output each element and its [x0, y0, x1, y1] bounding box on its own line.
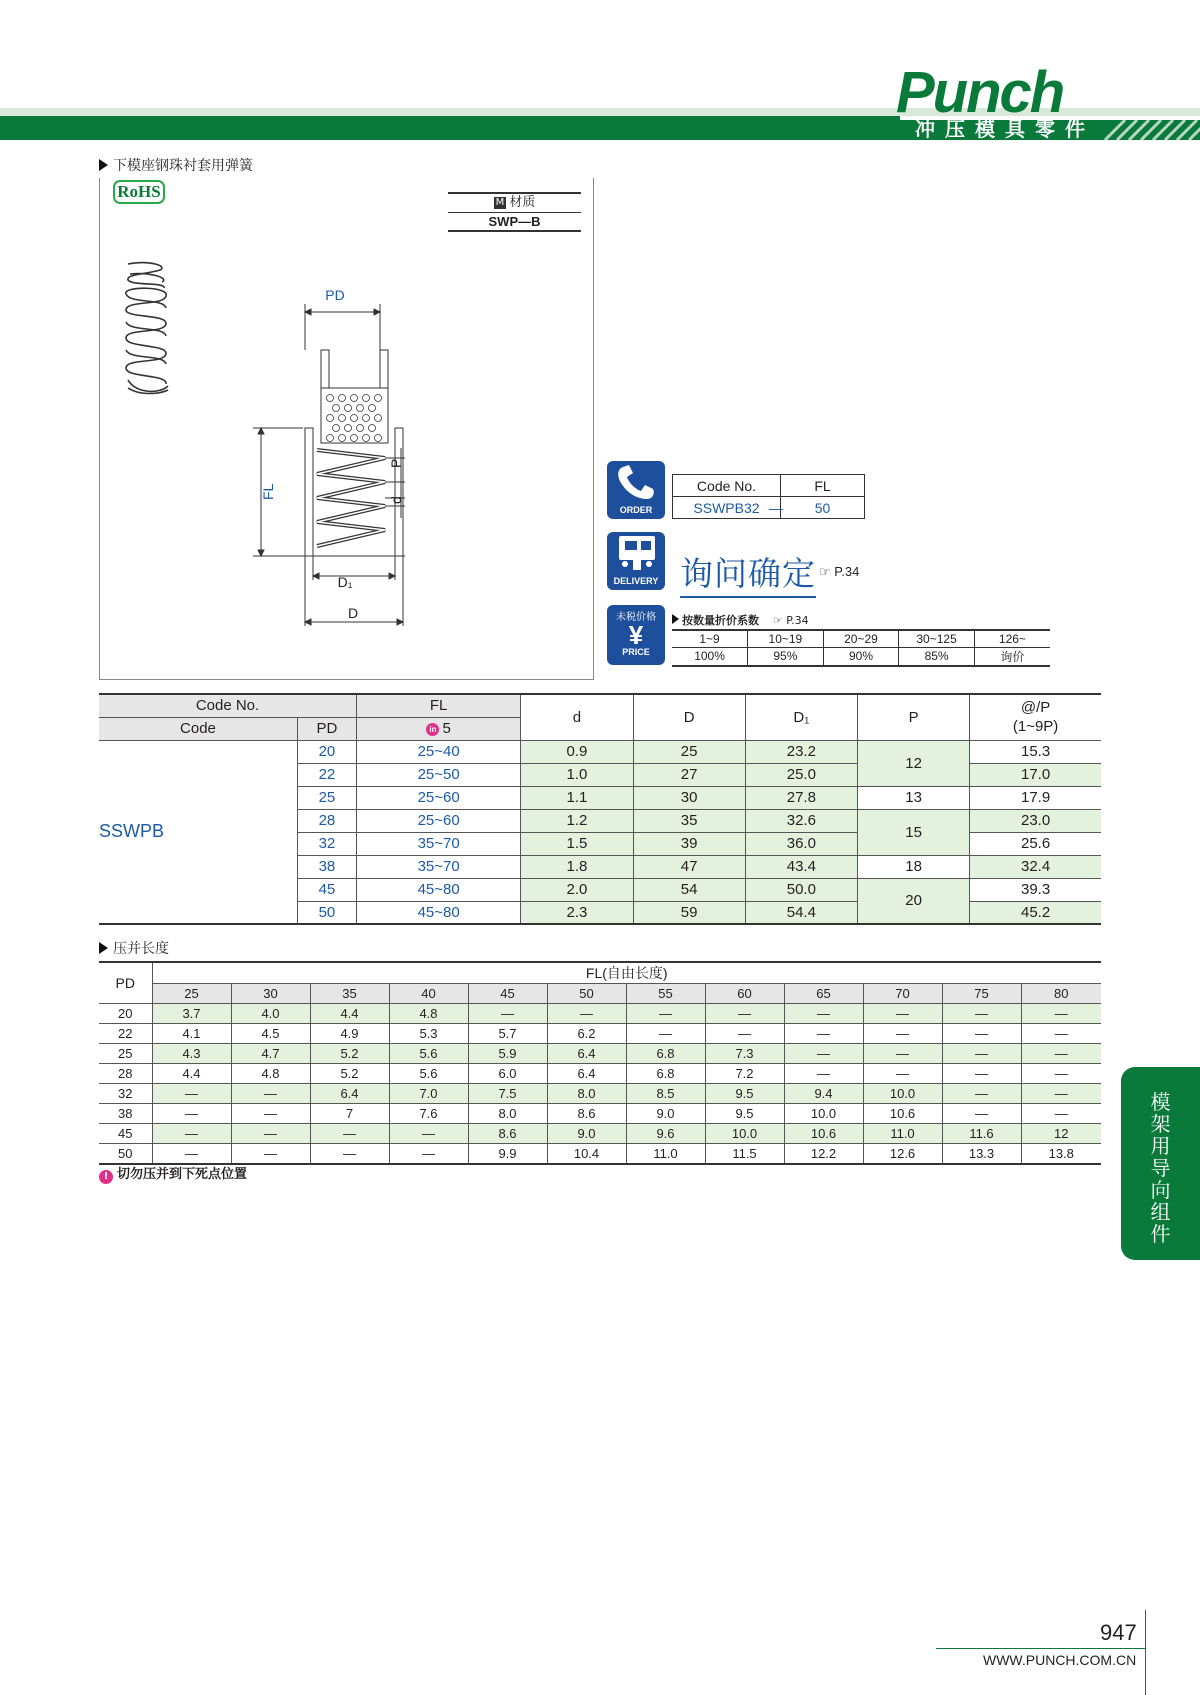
page-number: 947	[1100, 1620, 1137, 1645]
cl-cell: —	[152, 1144, 231, 1164]
side-tab-category[interactable]	[1121, 1067, 1200, 1260]
label-d-outer: D	[347, 605, 359, 621]
delivery-icon: DELIVERY	[607, 532, 665, 590]
discount-qty: 1~9	[672, 630, 748, 647]
row-d: 2.0	[521, 878, 633, 901]
discount-table	[672, 629, 1050, 667]
side-tab-char: 架	[1150, 1112, 1171, 1136]
discount-rate: 90%	[823, 647, 899, 666]
row-pd: 25	[297, 786, 356, 809]
cl-cell: —	[231, 1144, 310, 1164]
delivery-ref[interactable]: ☞ P.34	[819, 564, 860, 579]
row-D1: 27.8	[745, 786, 857, 809]
cl-cell: 4.4	[152, 1064, 231, 1084]
row-d: 2.3	[521, 901, 633, 924]
cl-cell: —	[1021, 1064, 1101, 1084]
discount-qty: 10~19	[748, 630, 824, 647]
cl-cell: —	[784, 1004, 863, 1024]
cl-cell: 9.0	[626, 1104, 705, 1124]
cl-row-pd: 45	[99, 1124, 152, 1144]
cl-row	[99, 1044, 1101, 1064]
cl-cell: 5.2	[310, 1044, 389, 1064]
cl-cell: 5.7	[468, 1024, 547, 1044]
row-D1: 25.0	[745, 763, 857, 786]
header-d: d	[521, 694, 633, 740]
header-code: Code	[99, 717, 297, 740]
cl-cell: —	[1021, 1104, 1101, 1124]
cl-cell: —	[863, 1024, 942, 1044]
cl-cell: 4.8	[231, 1064, 310, 1084]
cl-fl-value: 25	[152, 984, 231, 1004]
side-tab-char: 组	[1150, 1200, 1171, 1224]
cl-cell: —	[231, 1124, 310, 1144]
row-fl: 35~70	[357, 832, 521, 855]
cl-cell: 9.9	[468, 1144, 547, 1164]
order-table	[672, 474, 865, 519]
row-D1: 36.0	[745, 832, 857, 855]
row-D1: 54.4	[745, 901, 857, 924]
row-pd: 38	[297, 855, 356, 878]
discount-qty: 30~125	[899, 630, 975, 647]
label-fl: FL	[260, 483, 276, 500]
order-fl: — 50	[781, 497, 865, 519]
cl-cell: 7.5	[468, 1084, 547, 1104]
cl-cell: 12.2	[784, 1144, 863, 1164]
hand-pointer-icon: ☞	[772, 614, 783, 627]
cl-cell: —	[152, 1104, 231, 1124]
cl-cell: 10.0	[863, 1084, 942, 1104]
header-pd: PD	[297, 717, 356, 740]
header-band	[0, 116, 900, 140]
row-pd: 28	[297, 809, 356, 832]
cl-header-fl: FL(自由长度)	[152, 962, 1101, 984]
header-fl-step: in 5	[357, 717, 521, 740]
rohs-badge: RoHS	[113, 180, 165, 204]
cl-fl-value: 65	[784, 984, 863, 1004]
cl-cell: 4.1	[152, 1024, 231, 1044]
row-at: 45.2	[970, 901, 1101, 924]
cl-cell: 8.0	[468, 1104, 547, 1124]
row-D1: 32.6	[745, 809, 857, 832]
cl-cell: —	[389, 1124, 468, 1144]
order-code: SSWPB32	[673, 497, 781, 519]
row-fl: 25~60	[357, 786, 521, 809]
cl-header-pd: PD	[99, 962, 152, 1004]
cl-cell: —	[705, 1024, 784, 1044]
cl-cell: —	[942, 1024, 1021, 1044]
discount-title: 按数量折价系数 ☞ P.34	[672, 612, 809, 628]
cl-cell: 10.0	[784, 1104, 863, 1124]
discount-rate: 85%	[899, 647, 975, 666]
product-code: SSWPB	[99, 740, 297, 924]
row-D: 27	[633, 763, 745, 786]
cl-row-pd: 20	[99, 1004, 152, 1024]
header-code-no: Code No.	[99, 694, 357, 717]
cl-cell: —	[942, 1084, 1021, 1104]
row-d: 1.0	[521, 763, 633, 786]
cl-fl-value: 30	[231, 984, 310, 1004]
section-title-text: 下模座钢珠衬套用弹簧	[113, 158, 253, 174]
cl-cell: 10.6	[863, 1104, 942, 1124]
cl-cell: —	[231, 1104, 310, 1124]
cl-cell: 7.0	[389, 1084, 468, 1104]
spec-table	[99, 693, 1101, 925]
cl-cell: —	[626, 1024, 705, 1044]
row-pd: 20	[297, 740, 356, 763]
discount-rate: 95%	[748, 647, 824, 666]
order-header-code: Code No.	[673, 475, 781, 497]
cl-row	[99, 1104, 1101, 1124]
cl-cell: —	[310, 1124, 389, 1144]
cl-cell: 3.7	[152, 1004, 231, 1024]
section-title	[99, 155, 253, 175]
cl-cell: 5.6	[389, 1064, 468, 1084]
footer-vertical-divider	[1145, 1610, 1146, 1695]
cl-cell: 10.4	[547, 1144, 626, 1164]
compressed-length-table	[99, 961, 1101, 1165]
triangle-bullet-icon	[672, 614, 679, 624]
header-D: D	[633, 694, 745, 740]
row-d: 1.5	[521, 832, 633, 855]
row-D: 54	[633, 878, 745, 901]
row-D1: 50.0	[745, 878, 857, 901]
cl-cell: 6.4	[547, 1044, 626, 1064]
cl-row	[99, 1084, 1101, 1104]
assembly-drawing	[245, 288, 405, 628]
header-at-p: @/P (1~9P)	[970, 694, 1101, 740]
row-D: 35	[633, 809, 745, 832]
label-d: d	[388, 496, 404, 504]
material-icon: M	[495, 197, 505, 208]
cl-fl-value: 70	[863, 984, 942, 1004]
cl-cell: —	[389, 1144, 468, 1164]
row-at: 23.0	[970, 809, 1101, 832]
cl-cell: 11.6	[942, 1124, 1021, 1144]
row-D1: 23.2	[745, 740, 857, 763]
row-d: 1.8	[521, 855, 633, 878]
side-tab-char: 用	[1150, 1134, 1171, 1158]
cl-cell: 13.8	[1021, 1144, 1101, 1164]
cl-row-pd: 32	[99, 1084, 152, 1104]
discount-rate: 询价	[974, 647, 1050, 666]
cl-cell: 9.5	[705, 1084, 784, 1104]
row-at: 39.3	[970, 878, 1101, 901]
row-fl: 25~60	[357, 809, 521, 832]
header-P: P	[857, 694, 969, 740]
cl-fl-value: 50	[547, 984, 626, 1004]
row-P: 15	[857, 809, 969, 855]
cl-cell: —	[942, 1044, 1021, 1064]
side-tab-char: 模	[1150, 1090, 1171, 1114]
hand-pointer-icon: ☞	[819, 564, 831, 579]
spring-illustration	[120, 260, 176, 396]
cl-cell: —	[863, 1044, 942, 1064]
warning-note: ! 切勿压并到下死点位置	[99, 1163, 247, 1184]
cl-cell: 6.0	[468, 1064, 547, 1084]
yen-icon: ¥	[628, 620, 644, 650]
row-D: 47	[633, 855, 745, 878]
cl-row-pd: 38	[99, 1104, 152, 1124]
website-link[interactable]: WWW.PUNCH.COM.CN	[983, 1652, 1137, 1668]
cl-cell: —	[152, 1084, 231, 1104]
cl-cell: —	[1021, 1004, 1101, 1024]
triangle-bullet-icon	[99, 942, 108, 954]
cl-cell: 4.5	[231, 1024, 310, 1044]
cl-cell: 11.5	[705, 1144, 784, 1164]
row-fl: 45~80	[357, 878, 521, 901]
material-label: M 材质	[495, 195, 536, 210]
row-D: 59	[633, 901, 745, 924]
cl-cell: 5.2	[310, 1064, 389, 1084]
cl-cell: 4.8	[389, 1004, 468, 1024]
cl-cell: —	[863, 1064, 942, 1084]
side-tab-char: 导	[1150, 1156, 1171, 1180]
cl-fl-value: 75	[942, 984, 1021, 1004]
row-d: 0.9	[521, 740, 633, 763]
discount-ref[interactable]: ☞ P.34	[772, 614, 809, 627]
row-D: 39	[633, 832, 745, 855]
cl-cell: 9.6	[626, 1124, 705, 1144]
cl-cell: 9.0	[547, 1124, 626, 1144]
cl-cell: —	[942, 1004, 1021, 1024]
cl-cell: 8.5	[626, 1084, 705, 1104]
row-P: 18	[857, 855, 969, 878]
cl-cell: 10.0	[705, 1124, 784, 1144]
cl-row	[99, 1064, 1101, 1084]
cl-cell: 4.3	[152, 1044, 231, 1064]
side-tab-char: 件	[1150, 1222, 1171, 1246]
brand-subtitle: 冲压模具零件	[915, 117, 1095, 141]
cl-cell: 6.8	[626, 1044, 705, 1064]
row-d: 1.2	[521, 809, 633, 832]
cl-fl-value: 80	[1021, 984, 1101, 1004]
row-pd: 32	[297, 832, 356, 855]
cl-cell: 8.6	[468, 1124, 547, 1144]
order-header-fl: FL	[781, 475, 865, 497]
cl-fl-value: 55	[626, 984, 705, 1004]
cl-row-pd: 25	[99, 1044, 152, 1064]
cl-cell: —	[784, 1064, 863, 1084]
cl-cell: 6.2	[547, 1024, 626, 1044]
cl-cell: 9.4	[784, 1084, 863, 1104]
cl-cell: 7.2	[705, 1064, 784, 1084]
cl-cell: 11.0	[626, 1144, 705, 1164]
row-D: 30	[633, 786, 745, 809]
cl-fl-value: 35	[310, 984, 389, 1004]
row-D1: 43.4	[745, 855, 857, 878]
discount-rate: 100%	[672, 647, 748, 666]
cl-row	[99, 1124, 1101, 1144]
cl-cell: 9.5	[705, 1104, 784, 1124]
cl-cell: 5.3	[389, 1024, 468, 1044]
cl-cell: —	[1021, 1024, 1101, 1044]
cl-cell: —	[705, 1004, 784, 1024]
cl-cell: 4.7	[231, 1044, 310, 1064]
row-P: 12	[857, 740, 969, 786]
row-at: 15.3	[970, 740, 1101, 763]
row-fl: 25~40	[357, 740, 521, 763]
delivery-text: 询问确定	[680, 548, 816, 598]
price-icon: 未税价格 ¥ PRICE	[607, 605, 665, 665]
row-fl: 35~70	[357, 855, 521, 878]
cl-fl-value: 40	[389, 984, 468, 1004]
cl-cell: 13.3	[942, 1144, 1021, 1164]
cl-cell: 12.6	[863, 1144, 942, 1164]
cl-cell: —	[231, 1084, 310, 1104]
cl-cell: —	[152, 1124, 231, 1144]
side-tab-char: 向	[1150, 1178, 1171, 1202]
header-fl: FL	[357, 694, 521, 717]
row-pd: 45	[297, 878, 356, 901]
increment-icon: in	[426, 723, 439, 736]
cl-cell: —	[310, 1144, 389, 1164]
cl-cell: —	[942, 1064, 1021, 1084]
row-at: 17.9	[970, 786, 1101, 809]
cl-cell: 10.6	[784, 1124, 863, 1144]
cl-row	[99, 1024, 1101, 1044]
row-at: 25.6	[970, 832, 1101, 855]
row-P: 13	[857, 786, 969, 809]
row-P: 20	[857, 878, 969, 924]
cl-cell: 7.6	[389, 1104, 468, 1124]
cl-cell: —	[942, 1104, 1021, 1124]
compressed-title: 压并长度	[99, 938, 169, 958]
cl-cell: —	[1021, 1044, 1101, 1064]
cl-cell: 12	[1021, 1124, 1101, 1144]
cl-cell: 4.4	[310, 1004, 389, 1024]
label-pd: PD	[325, 288, 345, 303]
row-pd: 22	[297, 763, 356, 786]
cl-row	[99, 1144, 1101, 1164]
cl-row-pd: 50	[99, 1144, 152, 1164]
cl-cell: 7.3	[705, 1044, 784, 1064]
cl-fl-value: 45	[468, 984, 547, 1004]
cl-cell: 11.0	[863, 1124, 942, 1144]
row-pd: 50	[297, 901, 356, 924]
row-d: 1.1	[521, 786, 633, 809]
phone-icon	[607, 461, 665, 503]
truck-icon	[607, 532, 665, 574]
cl-cell: —	[468, 1004, 547, 1024]
cl-cell: 5.9	[468, 1044, 547, 1064]
row-at: 17.0	[970, 763, 1101, 786]
cl-cell: 4.0	[231, 1004, 310, 1024]
footer-divider	[936, 1648, 1146, 1649]
warning-icon: !	[99, 1170, 113, 1184]
material-box	[448, 192, 581, 232]
cl-cell: 6.4	[310, 1084, 389, 1104]
header-D1: D₁	[745, 694, 857, 740]
discount-qty: 20~29	[823, 630, 899, 647]
cl-cell: —	[547, 1004, 626, 1024]
cl-cell: 4.9	[310, 1024, 389, 1044]
cl-fl-value: 60	[705, 984, 784, 1004]
triangle-bullet-icon	[99, 159, 108, 171]
cl-cell: 7	[310, 1104, 389, 1124]
material-value: SWP—B	[448, 212, 581, 230]
brand-logo-text: Punch	[896, 60, 1064, 125]
cl-cell: —	[784, 1024, 863, 1044]
cl-cell: —	[784, 1044, 863, 1064]
cl-cell: 8.6	[547, 1104, 626, 1124]
label-p: P	[388, 458, 404, 468]
cl-row	[99, 1004, 1101, 1024]
row-D: 25	[633, 740, 745, 763]
cl-cell: 6.4	[547, 1064, 626, 1084]
cl-cell: 5.6	[389, 1044, 468, 1064]
order-icon: ORDER	[607, 461, 665, 519]
label-d1: D₁	[337, 574, 353, 590]
row-fl: 45~80	[357, 901, 521, 924]
cl-cell: —	[626, 1004, 705, 1024]
cl-cell: 8.0	[547, 1084, 626, 1104]
cl-row-pd: 28	[99, 1064, 152, 1084]
discount-qty: 126~	[974, 630, 1050, 647]
row-at: 32.4	[970, 855, 1101, 878]
cl-cell: 6.8	[626, 1064, 705, 1084]
row-fl: 25~50	[357, 763, 521, 786]
cl-row-pd: 22	[99, 1024, 152, 1044]
cl-cell: —	[1021, 1084, 1101, 1104]
cl-cell: —	[863, 1004, 942, 1024]
